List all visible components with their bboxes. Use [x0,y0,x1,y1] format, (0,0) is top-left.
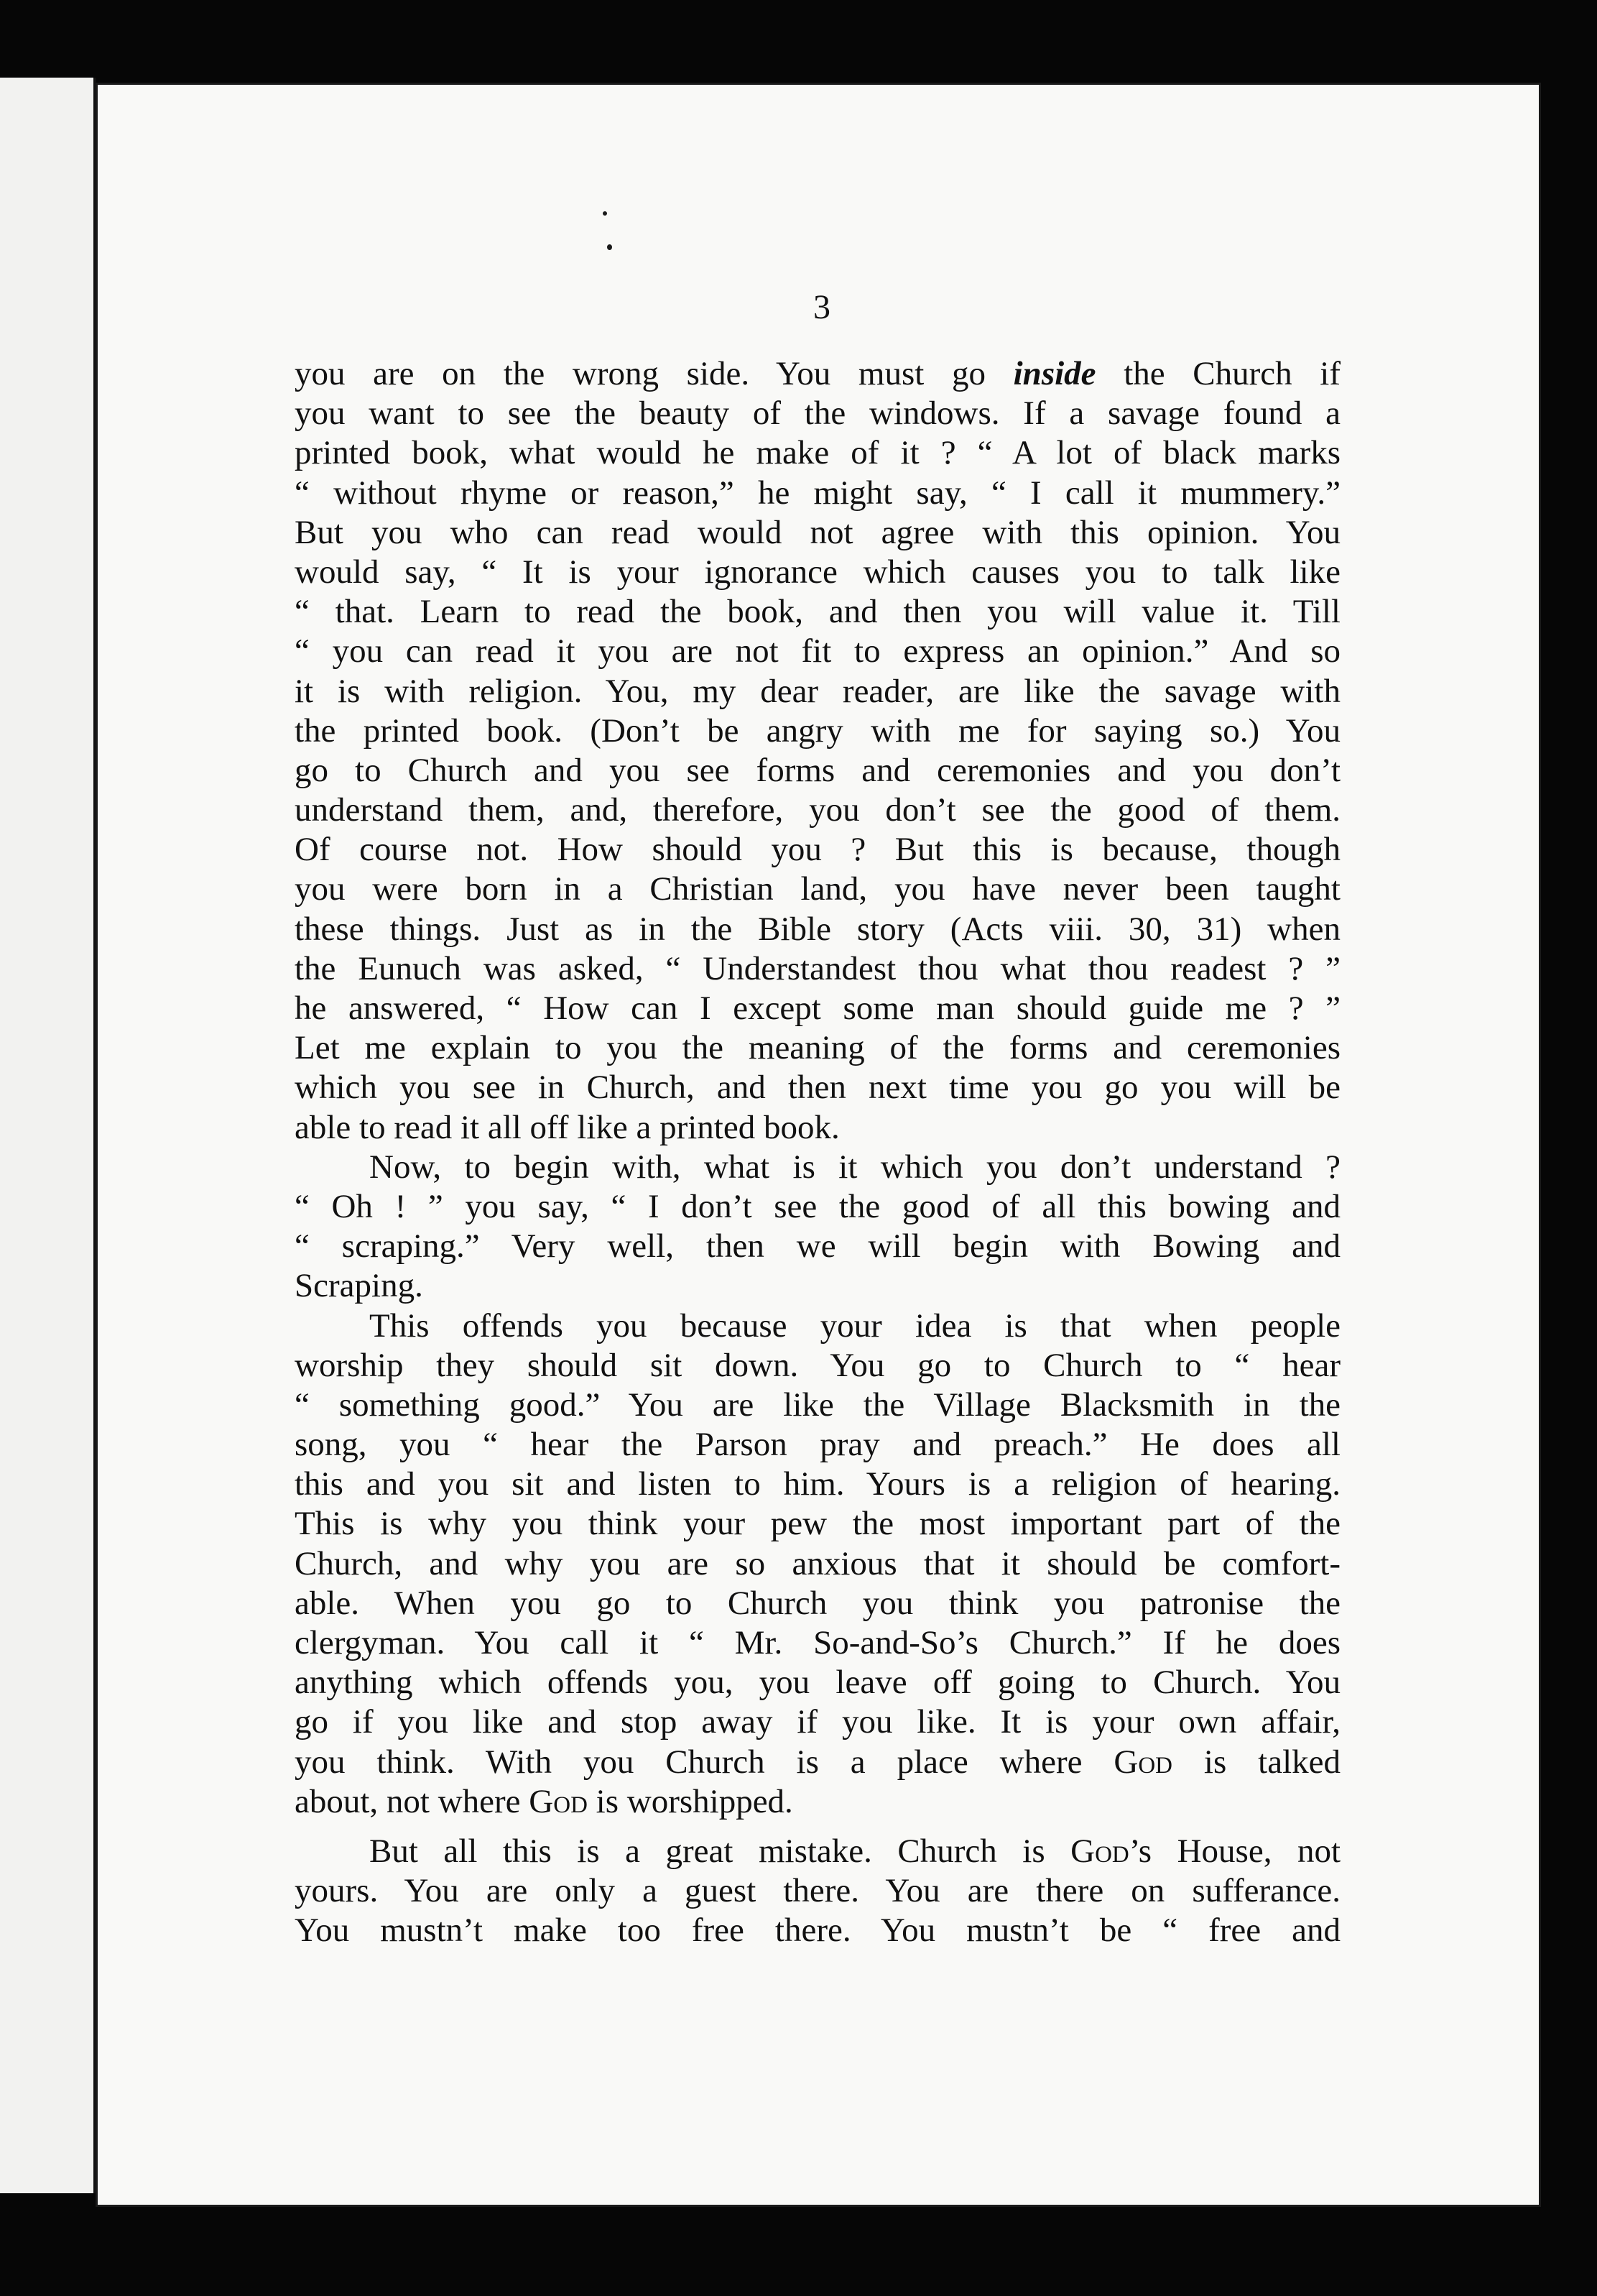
text-line: worship they should sit down. You go to Church to “ hear [295,1346,1341,1384]
body-text [295,354,1341,1951]
text-line: Let me explain to you the meaning of the forms and ceremonies [295,1029,1341,1067]
text-line: understand them, and, therefore, you don’t see the good of them. [295,791,1341,829]
emphasized-word: inside [1013,355,1096,392]
text-line: This is why you think your pew the most important part of the [295,1505,1341,1543]
small-caps-word: God [529,1782,588,1820]
ink-speck [607,244,612,250]
text-line: go if you like and stop away if you like. It is your own affair, [295,1703,1341,1741]
text-line: anything which offends you, you leave off going to Church. You [295,1664,1341,1702]
text-segment: you think. With you Church is a place where [295,1743,1114,1781]
text-line: able. When you go to Church you think you patronise the [295,1584,1341,1622]
text-segment: the Church if [1096,355,1341,392]
small-caps-word: God [1114,1743,1172,1781]
text-line: printed book, what would he make of it ? “ A lot of black marks [295,434,1341,472]
text-segment: is worshipped. [587,1782,793,1820]
text-line: “ something good.” You are like the Village Blacksmith in the [295,1386,1341,1424]
text-line: But you who can read would not agree with this opinion. You [295,513,1341,551]
text-line [295,1832,1341,1871]
text-line: this and you sit and listen to him. Yours is a religion of hearing. [295,1465,1341,1503]
text-line: This offends you because your idea is that when people [369,1306,1341,1345]
previous-page-edge [0,78,96,2193]
text-line [295,1782,1341,1822]
text-line: you were born in a Christian land, you have never been taught [295,870,1341,908]
text-line: “ that. Learn to read the book, and then you will value it. Till [295,593,1341,631]
text-segment: is talked [1172,1743,1341,1781]
ink-speck [603,211,607,216]
page-number: 3 [813,288,830,326]
small-caps-word: God [1070,1832,1129,1870]
paragraph-gap [295,1822,1341,1832]
text-line [295,354,1341,394]
text-line: these things. Just as in the Bible story (Acts viii. 30, 31) when [295,910,1341,948]
text-line: yours. You are only a guest there. You are there on sufferance. [295,1872,1341,1910]
text-line: Now, to begin with, what is it which you don’t understand ? [369,1148,1341,1186]
text-line [295,1743,1341,1782]
text-line: you want to see the beauty of the windows. If a savage found a [295,395,1341,433]
text-line: Scraping. [295,1267,423,1305]
text-line: “ scraping.” Very well, then we will begin with Bowing and [295,1227,1341,1265]
text-line: You mustn’t make too free there. You mustn’t be “ free and [295,1912,1341,1950]
text-line: “ without rhyme or reason,” he might say, “ I call it mummery.” [295,474,1341,512]
text-segment: you are on the wrong side. You must go [295,355,1014,392]
text-segment: about, not where [295,1782,529,1820]
text-line: which you see in Church, and then next time you go you will be [295,1069,1341,1107]
text-line: able to read it all off like a printed book. [295,1108,840,1146]
text-segment: But all this is a great mistake. Church is [369,1832,1071,1870]
text-line: Of course not. How should you ? But this is because, though [295,831,1341,869]
text-line: the Eunuch was asked, “ Understandest thou what thou readest ? ” [295,949,1341,987]
text-line: “ you can read it you are not fit to express an opinion.” And so [295,632,1341,670]
text-line: he answered, “ How can I except some man should guide me ? ” [295,990,1341,1027]
text-line: the printed book. (Don’t be angry with me for saying so.) You [295,711,1341,750]
text-line: clergyman. You call it “ Mr. So-and-So’s Church.” If he does [295,1624,1341,1661]
text-line: it is with religion. You, my dear reader, are like the savage with [295,672,1341,710]
text-line: song, you “ hear the Parson pray and preach.” He does all [295,1426,1341,1464]
text-line: “ Oh ! ” you say, “ I don’t see the good of all this bowing and [295,1187,1341,1225]
text-line: Church, and why you are so anxious that it should be comfort- [295,1544,1341,1582]
text-line: go to Church and you see forms and ceremonies and you don’t [295,751,1341,789]
text-segment: ’s House, not [1129,1832,1341,1870]
text-line: would say, “ It is your ignorance which causes you to talk like [295,553,1341,591]
